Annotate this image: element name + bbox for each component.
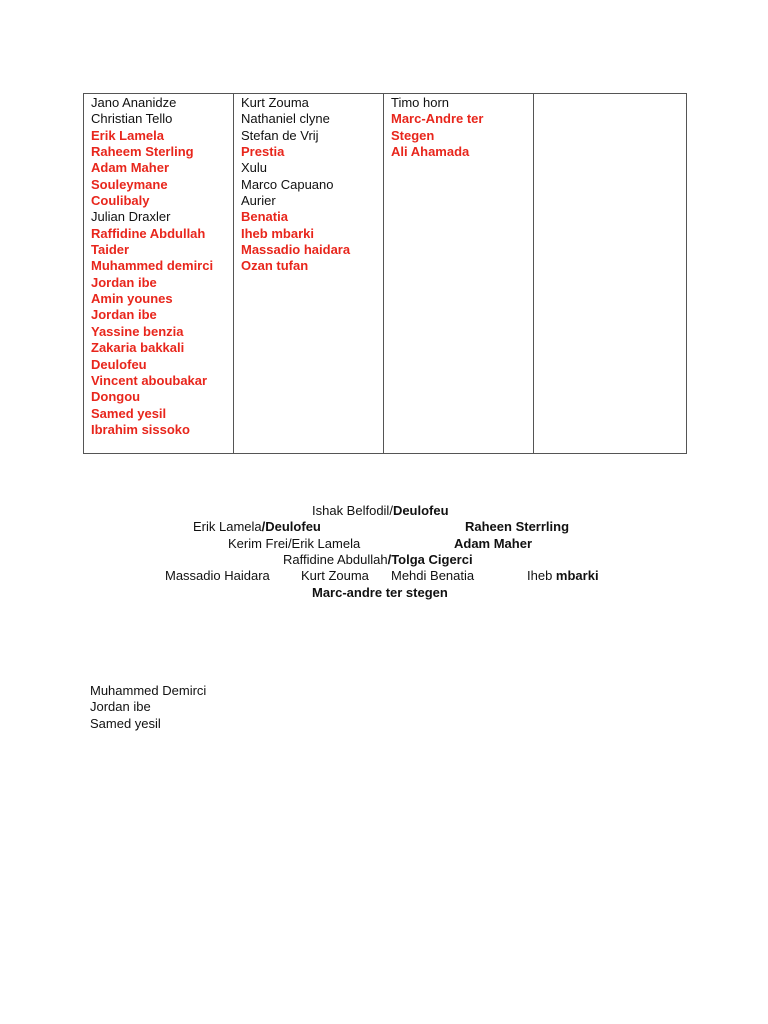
roster-player: Ozan tufan xyxy=(241,258,309,274)
roster-column-1 xyxy=(84,94,234,454)
roster-player: Yassine benzia xyxy=(91,323,184,339)
roster-player: Muhammed demirci xyxy=(91,258,214,274)
roster-player: Massadio haidara xyxy=(241,242,351,258)
roster-player: Christian Tello xyxy=(91,111,173,127)
formation-row-1 xyxy=(312,503,449,519)
roster-player: Amin younes xyxy=(91,291,173,307)
formation-player: Mehdi Benatia xyxy=(391,568,475,583)
formation-player: Kurt Zouma xyxy=(301,568,369,583)
roster-table xyxy=(83,93,687,454)
roster-player: Taider xyxy=(91,242,130,258)
formation-row-5-p2 xyxy=(301,568,369,584)
roster-player: Samed yesil xyxy=(91,405,167,421)
roster-column-3 xyxy=(384,94,534,454)
roster-player: Stegen xyxy=(391,127,435,143)
roster-player: Erik Lamela xyxy=(91,127,164,143)
formation-player: Iheb xyxy=(527,568,556,583)
roster-row xyxy=(84,94,687,454)
roster-player: Marco Capuano xyxy=(241,176,334,192)
roster-player: Nathaniel clyne xyxy=(241,111,330,127)
roster-player: Ibrahim sissoko xyxy=(91,421,190,437)
roster-player: Coulibaly xyxy=(91,193,150,209)
roster-player: Jordan ibe xyxy=(91,307,157,323)
roster-player: Vincent aboubakar xyxy=(91,372,208,388)
roster-column-4 xyxy=(534,94,687,454)
formation-player: Massadio Haidara xyxy=(165,568,270,583)
formation-row-5-p3 xyxy=(391,568,474,584)
formation-player: Raffidine Abdullah xyxy=(283,552,388,567)
formation-row-2-right xyxy=(465,519,569,535)
roster-player: Raffidine Abdullah xyxy=(91,225,206,241)
formation-player-bold: Raheen Sterrling xyxy=(465,519,570,534)
notes-item: Samed yesil xyxy=(90,715,161,731)
roster-player: Iheb mbarki xyxy=(241,225,314,241)
roster-player: Marc-Andre ter xyxy=(391,111,484,127)
notes-list xyxy=(90,683,206,732)
roster-player: Kurt Zouma xyxy=(241,95,309,110)
roster-player: Stefan de Vrij xyxy=(241,127,319,143)
roster-player: Benatia xyxy=(241,209,288,225)
formation-player: Erik Lamela xyxy=(193,519,262,534)
formation-row-3-left xyxy=(228,536,360,552)
formation-row-3-right xyxy=(454,536,532,552)
roster-player: Timo horn xyxy=(391,95,450,110)
roster-player: Xulu xyxy=(241,160,268,176)
roster-player: Ali Ahamada xyxy=(391,144,470,160)
roster-player: Deulofeu xyxy=(91,356,147,372)
roster-player: Jano Ananidze xyxy=(91,95,177,110)
roster-player: Jordan ibe xyxy=(91,274,157,290)
roster-player: Prestia xyxy=(241,144,285,160)
roster-player: Raheem Sterling xyxy=(91,144,194,160)
roster-player: Dongou xyxy=(91,389,141,405)
roster-player: Julian Draxler xyxy=(91,209,171,225)
formation-player-bold: /Tolga Cigerci xyxy=(387,552,473,567)
roster-player: Zakaria bakkali xyxy=(91,340,185,356)
formation-row-5-p1 xyxy=(165,568,270,584)
formation-player-bold: Adam Maher xyxy=(454,536,533,551)
notes-item: Jordan ibe xyxy=(90,699,151,715)
roster-column-2 xyxy=(234,94,384,454)
formation-player-bold: /Deulofeu xyxy=(261,519,321,534)
formation-player: Ishak Belfodil/ xyxy=(312,503,393,518)
formation-row-5-p4 xyxy=(527,568,599,584)
roster-player: Aurier xyxy=(241,193,276,209)
formation-player-bold: Deulofeu xyxy=(392,503,449,518)
formation-row-2-left xyxy=(193,519,321,535)
formation-player: Kerim Frei/Erik Lamela xyxy=(228,536,361,551)
roster-player: Souleymane xyxy=(91,176,168,192)
notes-item: Muhammed Demirci xyxy=(90,683,207,698)
formation-player-bold: Marc-andre ter stegen xyxy=(312,585,448,600)
formation-row-6 xyxy=(312,585,448,601)
roster-player: Adam Maher xyxy=(91,160,170,176)
formation-player-bold: mbarki xyxy=(555,568,599,583)
formation-row-4 xyxy=(283,552,473,568)
